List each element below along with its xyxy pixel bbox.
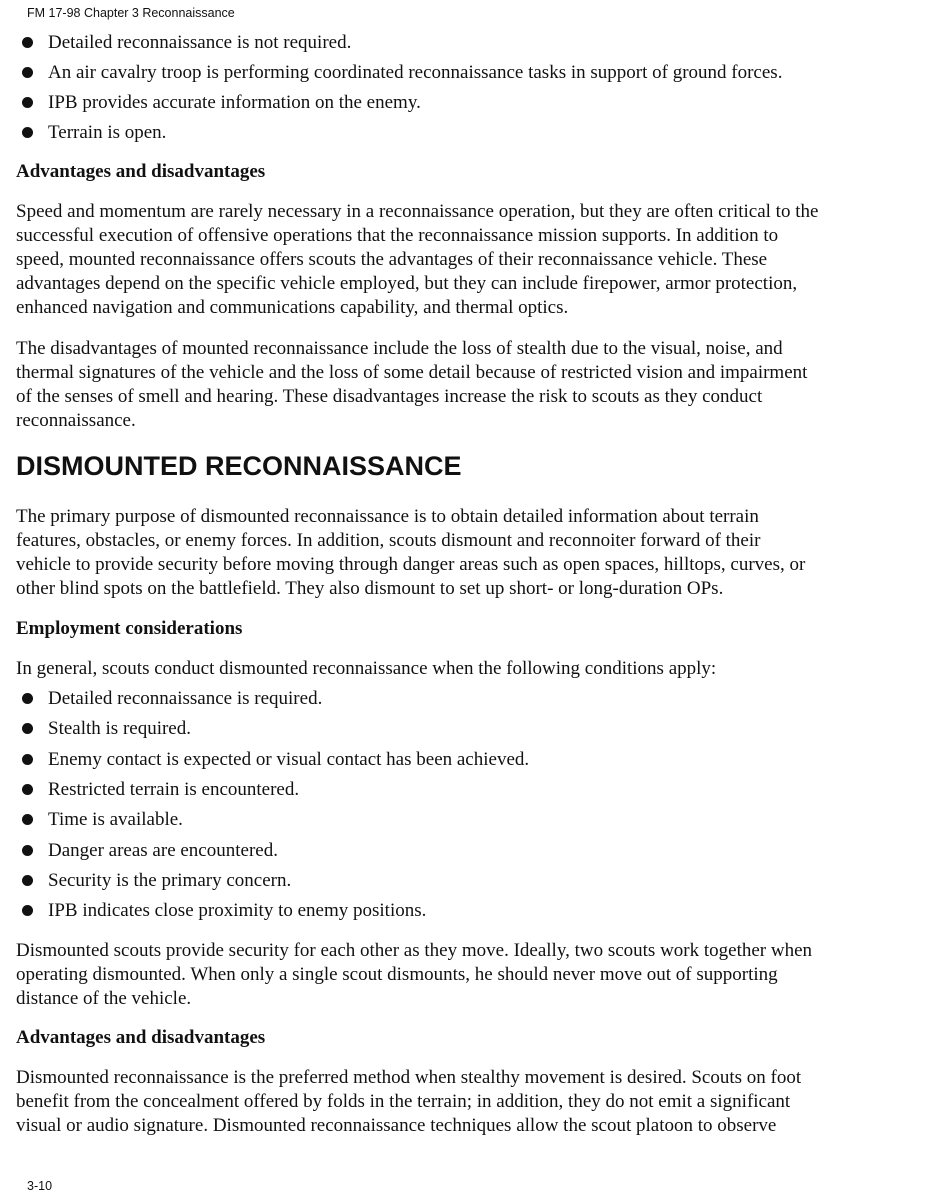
bullet-icon [22,127,33,138]
list-item-text: Detailed reconnaissance is required. [48,688,323,709]
paragraph-line: vehicle to provide security before moving through danger areas such as open spaces, hilltops, curves, or [16,554,806,575]
paragraph-line: advantages depend on the specific vehicle employed, but they can include firepower, armor protection, [16,273,798,294]
paragraph-line: thermal signatures of the vehicle and the loss of some detail because of restricted vision and impairment [16,362,808,383]
bullet-icon [22,845,33,856]
page-number: 3-10 [27,1179,53,1193]
list-item [22,687,322,711]
page-header: FM 17-98 Chapter 3 Reconnaissance [27,6,235,20]
list-item [22,778,299,802]
list-item [22,869,291,893]
bullet-icon [22,37,33,48]
paragraph-line: reconnaissance. [16,410,136,431]
paragraph-line: Dismounted reconnaissance is the preferred method when stealthy movement is desired. Scouts on foot [16,1067,802,1088]
bullet-icon [22,67,33,78]
paragraph-line: distance of the vehicle. [16,988,192,1009]
section-heading: DISMOUNTED RECONNAISSANCE [16,451,462,481]
bullet-icon [22,905,33,916]
list-item-text: Time is available. [48,809,183,831]
paragraph-line: speed, mounted reconnaissance offers scouts the advantages of their reconnaissance vehicle. These [16,249,768,270]
paragraph-line: The primary purpose of dismounted reconnaissance is to obtain detailed information about terrain [16,506,759,527]
paragraph-line: In general, scouts conduct dismounted reconnaissance when the following conditions apply: [16,658,717,679]
list-item-text: Restricted terrain is encountered. [48,778,300,800]
list-item-text: Security is the primary concern. [48,869,292,891]
paragraph-line: features, obstacles, or enemy forces. In addition, scouts dismount and reconnoiter forward of their [16,530,761,551]
list-item [22,717,191,741]
bullet-icon [22,97,33,108]
bullet-icon [22,723,33,734]
subheading-advantages-mounted: Advantages and disadvantages [16,161,266,182]
list-item [22,31,351,55]
list-item [22,61,782,85]
subheading-employment: Employment considerations [16,618,243,639]
bullet-icon [22,754,33,765]
bullet-icon [22,693,33,704]
list-item-text: Detailed reconnaissance is not required. [48,32,352,53]
list-item-text: Danger areas are encountered. [48,839,278,861]
list-item-text: An air cavalry troop is performing coordinated reconnaissance tasks in support of ground forces. [48,62,783,83]
list-item-text: IPB provides accurate information on the enemy. [48,92,421,113]
bullet-icon [22,814,33,825]
paragraph-line: operating dismounted. When only a single scout dismounts, he should never move out of supporting [16,964,778,985]
list-item-text: Terrain is open. [48,122,167,143]
paragraph-line: visual or audio signature. Dismounted reconnaissance techniques allow the scout platoon to observe [16,1115,777,1136]
paragraph-line: successful execution of offensive operations that the reconnaissance mission supports. In addition to [16,225,779,246]
list-item [22,91,421,115]
list-item [22,121,166,145]
paragraph-line: enhanced navigation and communications capability, and thermal optics. [16,297,569,318]
list-item [22,899,426,923]
list-item [22,808,183,832]
list-item-text: Enemy contact is expected or visual contact has been achieved. [48,748,530,770]
list-item [22,748,529,772]
paragraph-line: Speed and momentum are rarely necessary in a reconnaissance operation, but they are often critical to the [16,201,819,222]
list-item-text: IPB indicates close proximity to enemy positions. [48,900,427,922]
bullet-icon [22,875,33,886]
paragraph-line: Dismounted scouts provide security for each other as they move. Ideally, two scouts work together when [16,940,813,961]
bullet-icon [22,784,33,795]
paragraph-line: The disadvantages of mounted reconnaissance include the loss of stealth due to the visual, noise, and [16,338,783,359]
subheading-advantages-dismounted: Advantages and disadvantages [16,1027,266,1048]
list-item [22,839,278,863]
paragraph-line: other blind spots on the battlefield. They also dismount to set up short- or long-duration OPs. [16,578,724,599]
paragraph-line: of the senses of smell and hearing. These disadvantages increase the risk to scouts as they conduct [16,386,763,407]
paragraph-line: benefit from the concealment offered by folds in the terrain; in addition, they do not emit a significant [16,1091,791,1112]
list-item-text: Stealth is required. [48,718,191,740]
